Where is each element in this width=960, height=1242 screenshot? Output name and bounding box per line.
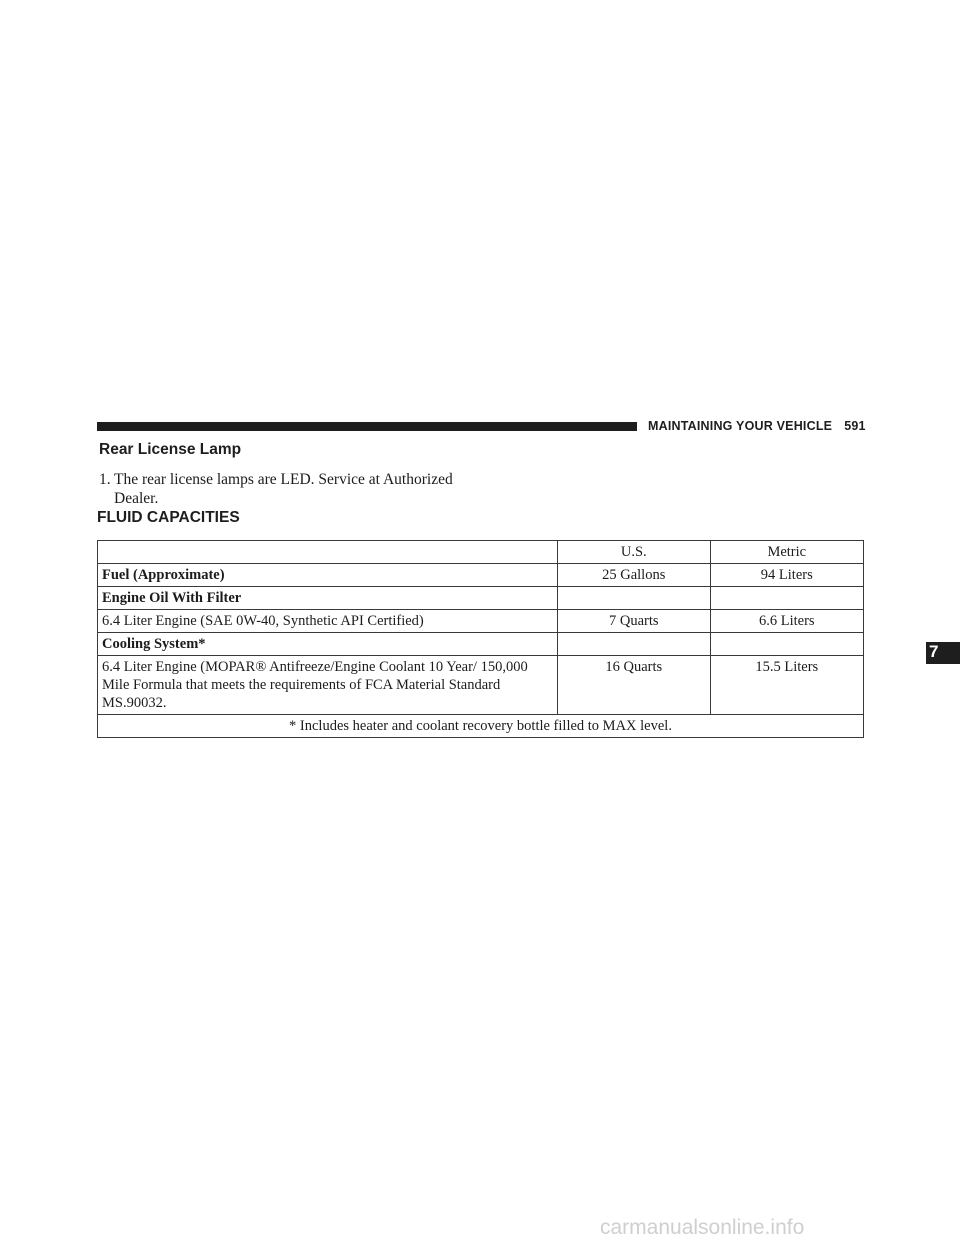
- watermark: carmanualsonline.info: [600, 1216, 805, 1239]
- fluid-capacities-table: [97, 540, 864, 738]
- row-us-value: 7 Quarts: [557, 610, 710, 633]
- row-us-value: [557, 633, 710, 656]
- running-header: [648, 419, 866, 433]
- column-header-us: U.S.: [557, 541, 710, 564]
- fluid-capacities-heading: FLUID CAPACITIES: [97, 509, 240, 526]
- step-text-line1: The rear license lamps are LED. Service at Authorized: [114, 471, 453, 488]
- row-us-value: [557, 587, 710, 610]
- procedure-step: [99, 470, 519, 508]
- page-number: 591: [844, 419, 866, 433]
- table-row: [98, 587, 864, 610]
- step-number: 1.: [99, 471, 111, 488]
- row-metric-value: [710, 633, 863, 656]
- table-row: [98, 656, 864, 715]
- row-label: 6.4 Liter Engine (SAE 0W-40, Synthetic API Certified): [98, 610, 558, 633]
- table-row: [98, 564, 864, 587]
- row-us-value: 16 Quarts: [557, 656, 710, 715]
- section-title: MAINTAINING YOUR VEHICLE: [648, 419, 833, 433]
- row-metric-value: [710, 587, 863, 610]
- row-label: Engine Oil With Filter: [98, 587, 558, 610]
- row-metric-value: 6.6 Liters: [710, 610, 863, 633]
- table-header-row: [98, 541, 864, 564]
- row-label: 6.4 Liter Engine (MOPAR® Antifreeze/Engine Coolant 10 Year/ 150,000 Mile Formula that meets the requirements of FCA Material Standard MS.90032.: [98, 656, 558, 715]
- table-footnote-row: [98, 715, 864, 738]
- row-us-value: 25 Gallons: [557, 564, 710, 587]
- rear-license-lamp-heading: Rear License Lamp: [99, 441, 242, 458]
- row-metric-value: 15.5 Liters: [710, 656, 863, 715]
- table-row: [98, 610, 864, 633]
- table-footnote: * Includes heater and coolant recovery bottle filled to MAX level.: [98, 715, 864, 738]
- row-label: Fuel (Approximate): [98, 564, 558, 587]
- step-text-line2: Dealer.: [114, 490, 159, 507]
- row-metric-value: 94 Liters: [710, 564, 863, 587]
- column-header-metric: Metric: [710, 541, 863, 564]
- header-rule: [97, 422, 637, 431]
- table-row: [98, 633, 864, 656]
- column-header-item: [98, 541, 558, 564]
- row-label: Cooling System*: [98, 633, 558, 656]
- chapter-tab-number: 7: [929, 642, 939, 661]
